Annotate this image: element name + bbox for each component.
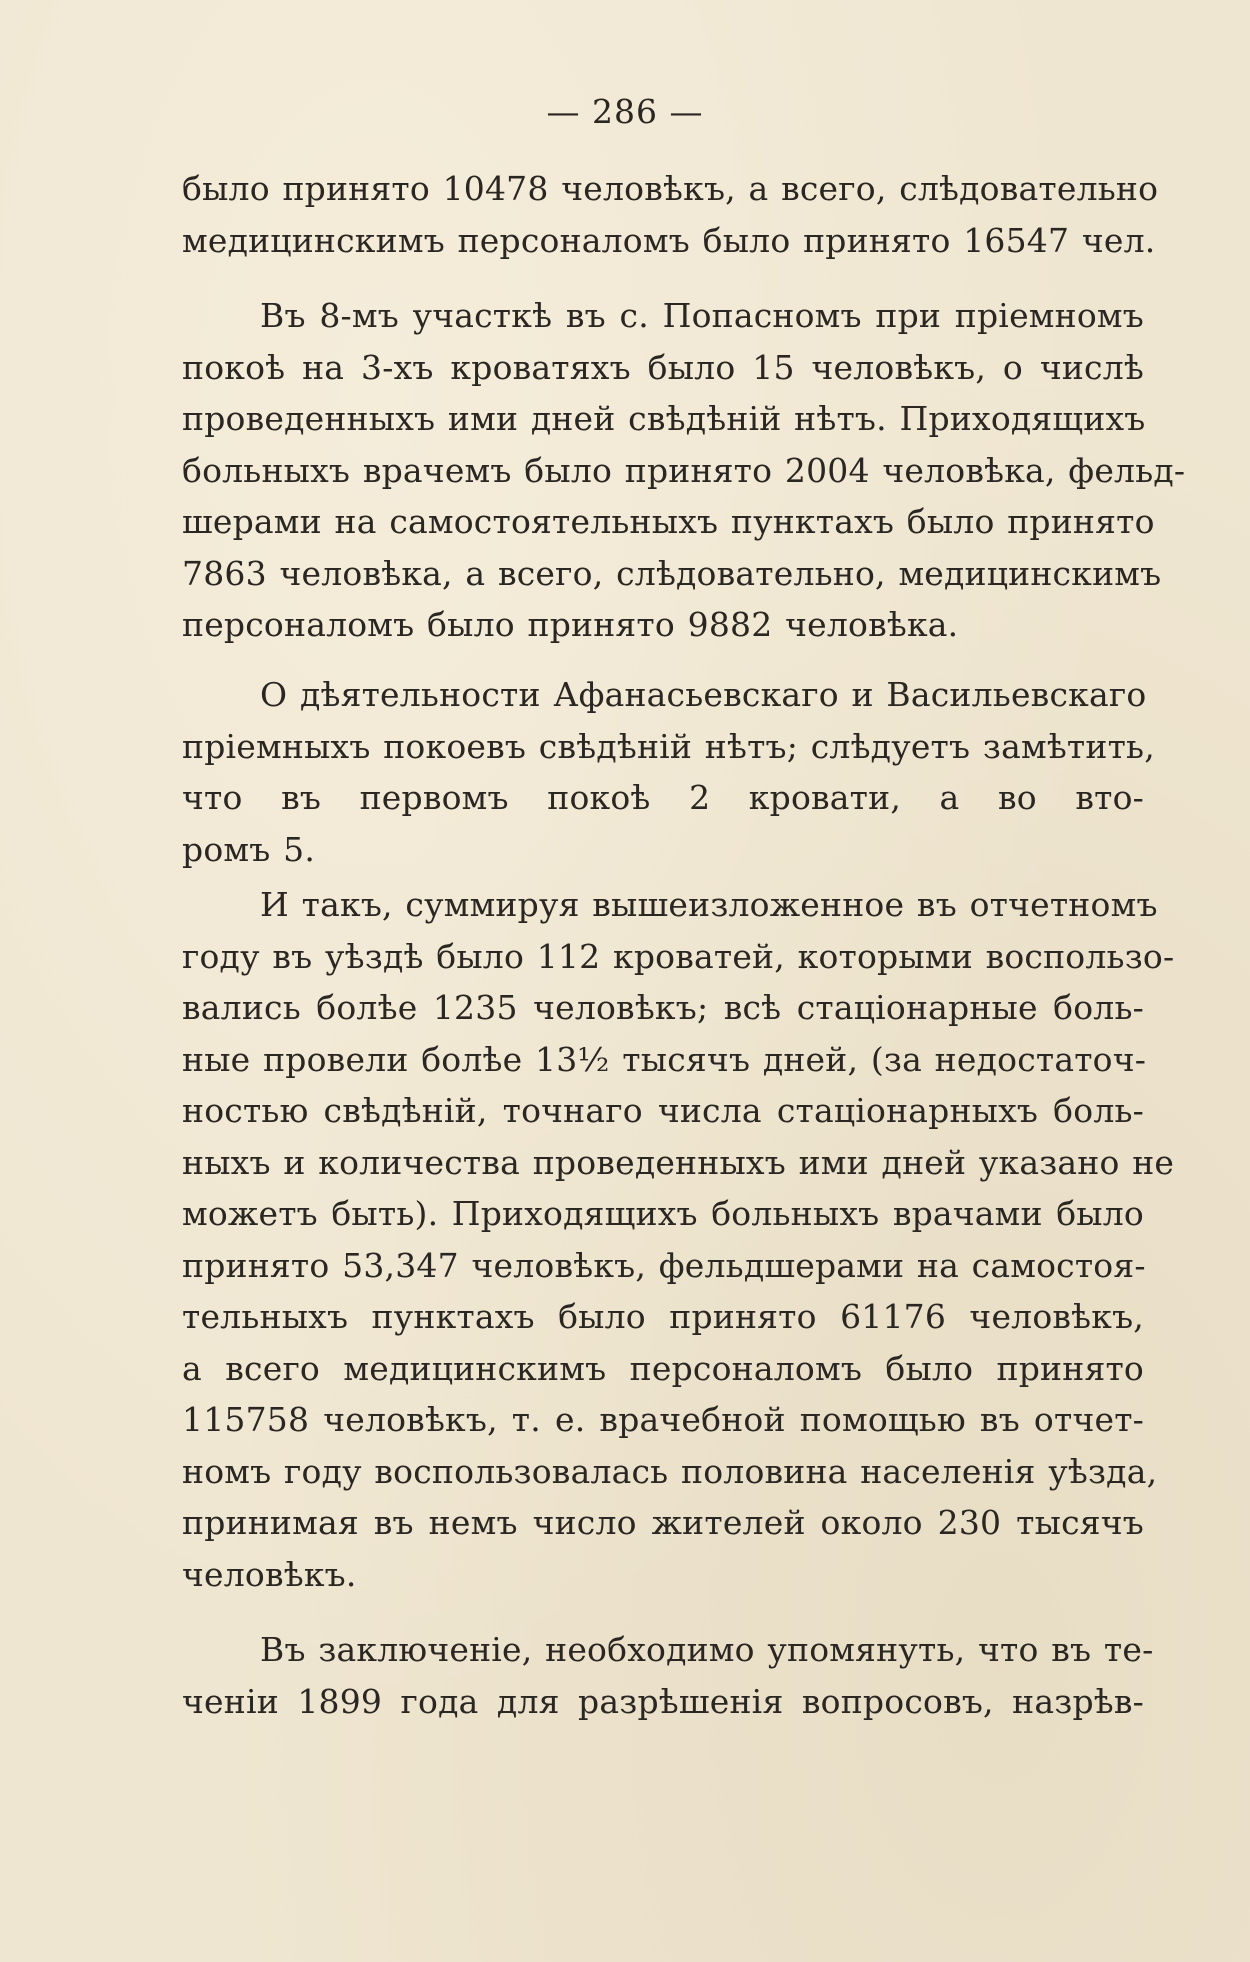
text-line: ные провели болѣе 13½ тысячъ дней, (за недостаточ- [182,1039,1147,1079]
text-line: больныхъ врачемъ было принято 2004 человѣка, фельд- [182,450,1186,490]
text-line: ныхъ и количества проведенныхъ ими дней указано не [182,1142,1175,1182]
text-line: Въ 8-мъ участкѣ въ с. Попасномъ при пріемномъ [260,296,1144,335]
paragraph-3 [182,669,1155,875]
text-line: персоналомъ было принято 9882 человѣка. [182,605,959,644]
text-line: медицинскимъ персоналомъ было принято 16547 чел. [182,220,1156,260]
text-line: человѣкъ. [182,1554,357,1594]
text-line: вались болѣе 1235 человѣкъ; всѣ стаціонарные боль- [182,988,1144,1027]
text-line: номъ году воспользовалась половина населенія уѣзда, [182,1451,1158,1491]
paragraph-4 [182,879,1175,1600]
paragraph-5 [182,1624,1154,1727]
text-line: 115758 человѣкъ, т. е. врачебной помощью въ отчет- [182,1400,1144,1439]
text-line: принято 53,347 человѣкъ, фельдшерами на самостоя- [182,1245,1146,1285]
text-line: проведенныхъ ими дней свѣдѣній нѣтъ. Приходящихъ [182,399,1146,438]
text-line: ромъ 5. [182,829,316,869]
paragraph-1 [182,163,1159,266]
text-line: а всего медицинскимъ персоналомъ было принято [182,1348,1144,1388]
text-line: году въ уѣздѣ было 112 кроватей, которыми воспользо- [182,936,1175,976]
text-line: шерами на самостоятельныхъ пунктахъ было принято [182,502,1155,541]
text-line: О дѣятельности Афанасьевскаго и Васильевскаго [260,675,1147,714]
text-line: 7863 человѣка, а всего, слѣдовательно, медицинскимъ [182,553,1162,593]
text-line: пріемныхъ покоевъ свѣдѣній нѣтъ; слѣдуетъ замѣтить, [182,726,1155,766]
text-line: можетъ быть). Приходящихъ больныхъ врачами было [182,1194,1144,1233]
text-line: И такъ, суммируя вышеизложенное въ отчетномъ [260,885,1158,924]
text-line: было принято 10478 человѣкъ, а всего, слѣдовательно [182,169,1159,208]
text-line: Въ заключеніе, необходимо упомянуть, что въ те- [260,1630,1154,1669]
text-line: ностью свѣдѣній, точнаго числа стаціонарныхъ боль- [182,1091,1144,1130]
paragraph-2 [182,290,1186,651]
text-line: покоѣ на 3-хъ кроватяхъ было 15 человѣкъ, о числѣ [182,347,1144,387]
text-line: тельныхъ пунктахъ было принято 61176 человѣкъ, [182,1297,1144,1336]
text-line: принимая въ немъ число жителей около 230 тысячъ [182,1503,1144,1542]
page-number: — 286 — [546,92,704,131]
text-line: что въ первомъ покоѣ 2 кровати, а во вто- [182,778,1144,817]
text-line: ченіи 1899 года для разрѣшенія вопросовъ, назрѣв- [182,1681,1144,1721]
